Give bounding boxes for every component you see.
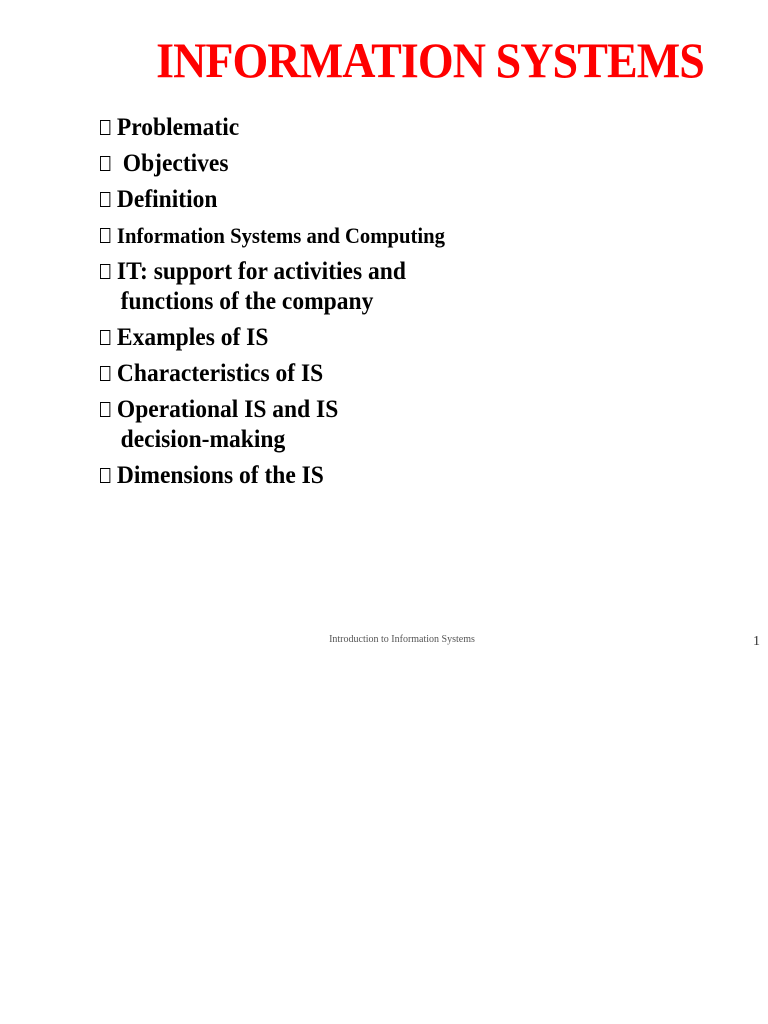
bullet-item-definition bbox=[100, 185, 702, 215]
bullet-text: Examples of IS bbox=[116, 324, 269, 351]
missing-glyph-box-icon bbox=[100, 366, 110, 381]
missing-glyph-box-icon bbox=[100, 264, 110, 279]
bullet-text: Information Systems and Computing bbox=[116, 223, 445, 248]
bullet-item-is-and-computing bbox=[100, 221, 702, 251]
bullet-text: Dimensions of the IS bbox=[116, 462, 324, 489]
bullet-item-it-support bbox=[100, 257, 702, 317]
bullet-text: Characteristics of IS bbox=[116, 360, 324, 387]
missing-glyph-box-icon bbox=[100, 192, 110, 207]
bullet-text-line-2: decision-making bbox=[120, 426, 286, 453]
bullet-item-objectives bbox=[100, 149, 702, 179]
bullet-item-dimensions bbox=[100, 461, 702, 491]
missing-glyph-box-icon bbox=[100, 228, 110, 243]
missing-glyph-box-icon bbox=[100, 330, 110, 345]
missing-glyph-box-icon bbox=[100, 468, 110, 483]
page-number: 1 bbox=[753, 634, 760, 649]
bullet-text-line-1: Operational IS and IS bbox=[116, 396, 339, 423]
missing-glyph-box-icon bbox=[100, 120, 110, 135]
bullet-text: Problematic bbox=[116, 114, 240, 141]
bullet-list bbox=[100, 113, 740, 497]
bullet-item-characteristics bbox=[100, 359, 702, 389]
bullet-item-examples bbox=[100, 323, 702, 353]
slide-title: INFORMATION SYSTEMS bbox=[156, 32, 704, 88]
missing-glyph-box-icon bbox=[100, 156, 110, 171]
bullet-text-line-2: functions of the company bbox=[120, 288, 374, 315]
bullet-text: Definition bbox=[116, 186, 218, 213]
bullet-item-operational bbox=[100, 395, 702, 455]
bullet-item-problematic bbox=[100, 113, 702, 143]
slide-footer: Introduction to Information Systems bbox=[329, 634, 475, 645]
missing-glyph-box-icon bbox=[100, 402, 110, 417]
bullet-text-line-1: IT: support for activities and bbox=[116, 258, 406, 285]
bullet-text: Objectives bbox=[116, 150, 229, 177]
